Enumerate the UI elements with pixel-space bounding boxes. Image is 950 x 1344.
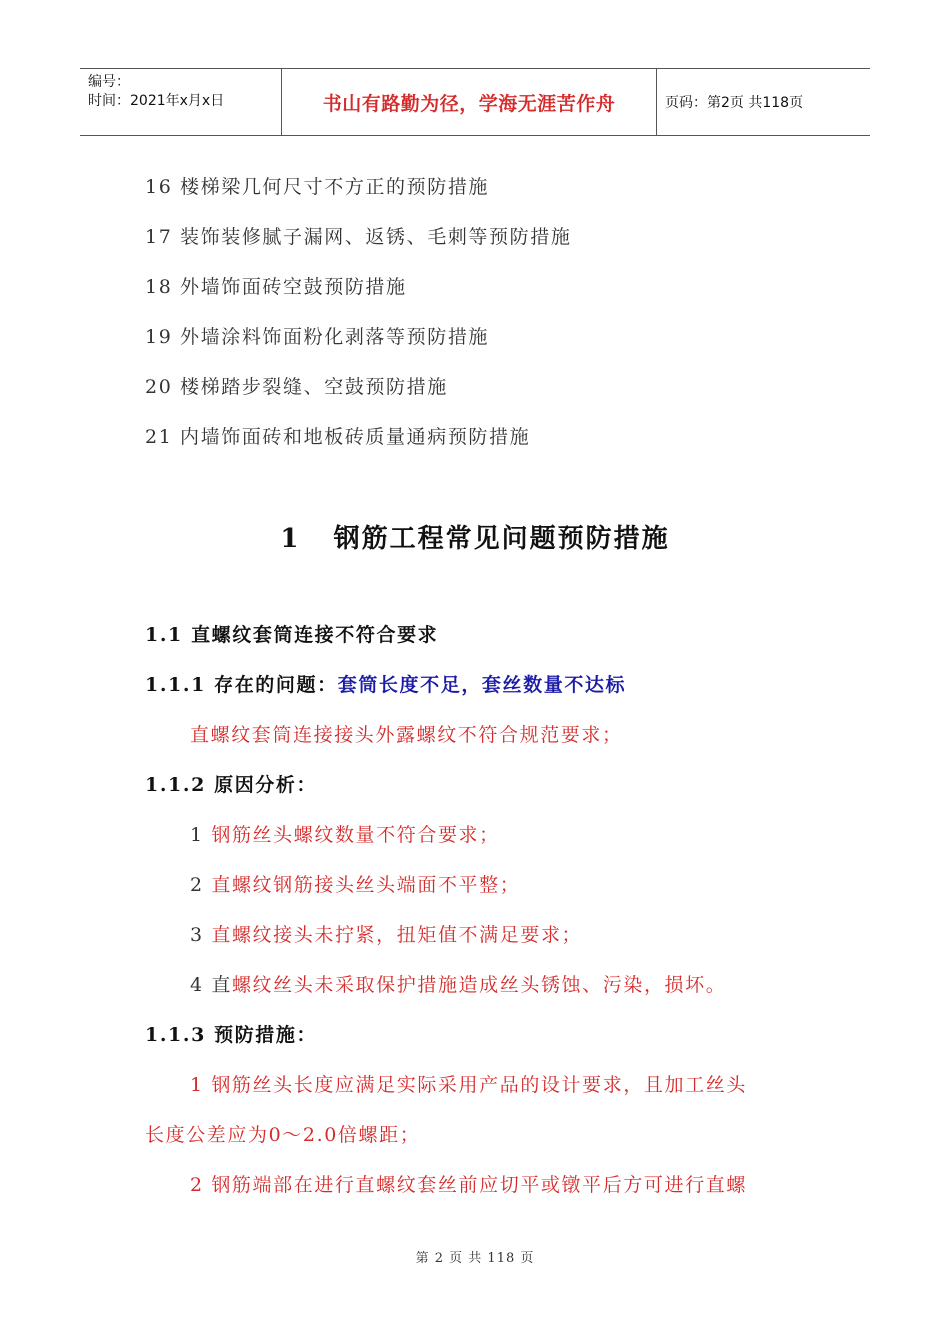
document-time-label: 时间：2021年x月x日 <box>88 93 225 109</box>
prevention-item-line: 长度公差应为0～2.0倍螺距； <box>145 1124 421 1146</box>
subsection-heading-cause: 1.1.2 原因分析： <box>145 774 318 796</box>
cause-item: 2 直螺纹钢筋接头丝头端面不平整； <box>190 874 521 896</box>
header-meta <box>80 69 282 135</box>
prevention-item-line: 1 钢筋丝头长度应满足实际采用产品的设计要求，且加工丝头 <box>190 1074 747 1096</box>
toc-item: 19 外墙涂料饰面粉化剥落等预防措施 <box>145 326 490 348</box>
header-page-label: 页码：第2页 共118页 <box>665 95 804 111</box>
toc-item: 17 装饰装修腻子漏网、返锈、毛刺等预防措施 <box>145 226 572 248</box>
cause-item: 1 钢筋丝头螺纹数量不符合要求； <box>190 824 500 846</box>
toc-item: 21 内墙饰面砖和地板砖质量通病预防措施 <box>145 426 531 448</box>
prevention-item-line: 2 钢筋端部在进行直螺纹套丝前应切平或镦平后方可进行直螺 <box>190 1174 747 1196</box>
page-header <box>80 68 870 136</box>
page-footer: 第 2 页 共 118 页 <box>415 1251 535 1266</box>
problem-description: 直螺纹套筒连接接头外露螺纹不符合规范要求； <box>190 724 623 746</box>
cause-item: 3 直螺纹接头未拧紧，扭矩值不满足要求； <box>190 924 583 946</box>
subsection-heading-problem: 1.1.1 存在的问题：套筒长度不足，套丝数量不达标 <box>145 674 627 696</box>
section-heading: 1.1 直螺纹套筒连接不符合要求 <box>145 624 439 646</box>
toc-item: 20 楼梯踏步裂缝、空鼓预防措施 <box>145 376 448 398</box>
document-number-label: 编号： <box>88 74 130 90</box>
chapter-heading: 1 钢筋工程常见问题预防措施 <box>280 524 670 554</box>
problem-highlight: 套筒长度不足，套丝数量不达标 <box>337 674 627 696</box>
toc-item: 16 楼梯梁几何尺寸不方正的预防措施 <box>145 176 490 198</box>
toc-item: 18 外墙饰面砖空鼓预防措施 <box>145 276 407 298</box>
header-motto: 书山有路勤为径，学海无涯苦作舟 <box>282 69 657 135</box>
cause-item: 4 直螺纹丝头未采取保护措施造成丝头锈蚀、污染，损坏。 <box>190 974 727 996</box>
subsection-heading-prevention: 1.1.3 预防措施： <box>145 1024 318 1046</box>
